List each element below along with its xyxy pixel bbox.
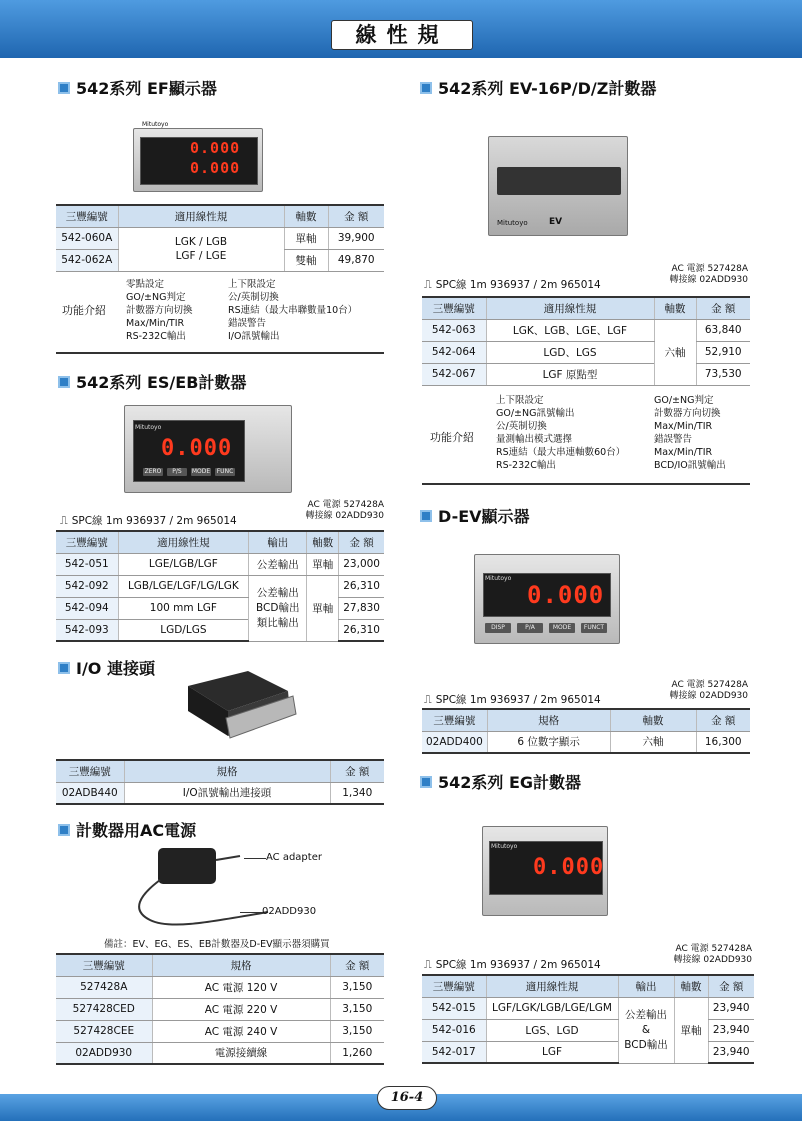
cell-scales: LGE/LGB/LGF	[118, 553, 249, 575]
ev-title-text: 542系列 EV-16P/D/Z計數器	[438, 79, 657, 98]
eseb-section-title	[58, 370, 246, 393]
dev-section-title	[420, 504, 530, 527]
io-connector-image	[168, 666, 300, 748]
cell-code: 02ADD930	[56, 1042, 152, 1064]
device-button: ZERO	[144, 468, 162, 475]
col-header: 規格	[152, 954, 330, 976]
func-item: 上下限設定	[228, 279, 276, 290]
ac-table	[56, 953, 384, 1065]
cell-scales: LGK、LGB、LGE、LGF	[486, 319, 654, 341]
spc-text: SPC線 1m 936937 / 2m 965014	[71, 515, 237, 527]
cell-scales: LGD、LGS	[486, 341, 654, 363]
table-row	[56, 976, 384, 998]
cell-code: 542-062A	[56, 249, 118, 271]
spc-plug-icon: ⎍	[424, 692, 432, 706]
cell-scales: LGD/LGS	[118, 619, 249, 641]
device-button: FUNCT	[581, 623, 607, 633]
cell-scales: LGB/LGE/LGF/LG/LGK	[118, 575, 249, 597]
section-square-icon	[420, 776, 432, 788]
cell-axis: 單軸	[284, 227, 328, 249]
cell-price: 52,910	[696, 341, 750, 363]
func-item: GO/±NG判定	[126, 292, 186, 303]
cell-code: 02ADD400	[422, 731, 487, 753]
func-item: BCD/IO訊號輸出	[654, 460, 726, 471]
func-item: Max/Min/TIR	[126, 318, 185, 329]
func-item: RS連結（最大串聯數量10台）	[228, 305, 358, 316]
cell-code: 542-063	[422, 319, 486, 341]
func-item: 計數器方向切換	[126, 305, 193, 316]
func-col-1	[126, 278, 193, 343]
ac-note: 備註：EV、EG、ES、EB計數器及D-EV顯示器須購買	[104, 939, 330, 950]
ac-line: AC 電源 527428A	[671, 680, 748, 690]
col-header: 適用線性規	[118, 205, 284, 227]
dev-spc-line	[424, 692, 601, 707]
cell-spec: I/O訊號輸出連接頭	[124, 782, 330, 804]
spc-text: SPC線 1m 936937 / 2m 965014	[435, 959, 601, 971]
cell-price: 23,000	[339, 553, 384, 575]
ev-table	[422, 296, 750, 386]
eg-ac-info	[652, 944, 752, 966]
eg-device-image	[482, 826, 608, 916]
section-square-icon	[420, 82, 432, 94]
cell-axis: 六軸	[610, 731, 696, 753]
leader-line	[244, 858, 266, 859]
func-item: 計數器方向切換	[654, 408, 721, 419]
col-header: 金 額	[328, 205, 384, 227]
func-item: GO/±NG訊號輸出	[496, 408, 575, 419]
cell-output: 公差輸出	[249, 553, 307, 575]
col-header: 軸數	[284, 205, 328, 227]
col-header: 金 額	[696, 709, 750, 731]
cell-code: 527428CEE	[56, 1020, 152, 1042]
func-item: 錯誤警告	[654, 434, 693, 445]
ac-adapter-label: AC adapter	[266, 852, 322, 863]
dev-readout: 0.000	[527, 581, 605, 609]
spc-plug-icon: ⎍	[424, 957, 432, 971]
cell-scales: LGK / LGB LGF / LGE	[118, 227, 284, 271]
func-item: RS連結（最大串連軸數60台）	[496, 447, 626, 458]
col-header: 輸出	[249, 531, 307, 553]
func-item: 量測輸出模式選擇	[496, 434, 573, 445]
ef-readout-2: 0.000	[190, 159, 241, 177]
cell-output: 公差輸出 BCD輸出 類比輸出	[249, 575, 307, 641]
col-header: 金 額	[330, 760, 384, 782]
ef-function-box	[56, 272, 384, 354]
table-row	[56, 782, 384, 804]
eseb-spc-line	[60, 513, 237, 528]
table-row	[422, 731, 750, 753]
io-title-text: I/O 連接頭	[76, 659, 155, 678]
cell-spec: AC 電源 220 V	[152, 998, 330, 1020]
table-row	[422, 363, 750, 385]
section-square-icon	[58, 824, 70, 836]
dev-device-image	[474, 554, 620, 644]
eseb-title-text: 542系列 ES/EB計數器	[76, 373, 247, 392]
col-header: 金 額	[708, 975, 754, 997]
ac-line: 轉接線 02ADD930	[669, 275, 748, 285]
ef-table	[56, 204, 384, 272]
cell-price: 16,300	[696, 731, 750, 753]
device-button: P/A	[517, 623, 543, 633]
cell-code: 542-092	[56, 575, 118, 597]
ef-title-text: 542系列 EF顯示器	[76, 79, 217, 98]
cell-spec: AC 電源 120 V	[152, 976, 330, 998]
col-header: 三豐編號	[56, 205, 118, 227]
section-square-icon	[58, 82, 70, 94]
ef-device-image	[133, 121, 263, 192]
spc-plug-icon: ⎍	[60, 513, 68, 527]
ev-function-box	[422, 389, 750, 485]
func-item: RS-232C輸出	[126, 331, 186, 342]
cell-output: 公差輸出 & BCD輸出	[618, 997, 674, 1063]
io-table	[56, 759, 384, 805]
cell-axis: 雙軸	[284, 249, 328, 271]
table-row	[56, 553, 384, 575]
func-label: 功能介紹	[430, 431, 474, 444]
table-row	[56, 1042, 384, 1064]
ac-cable-label: 02ADD930	[262, 906, 317, 917]
eg-brand: Mitutoyo	[491, 843, 518, 850]
dev-ac-info	[652, 680, 748, 702]
cell-code: 527428CED	[56, 998, 152, 1020]
col-header: 軸數	[307, 531, 339, 553]
eseb-readout: 0.000	[161, 436, 233, 461]
eg-table	[422, 974, 754, 1064]
table-row	[422, 341, 750, 363]
ac-line: 轉接線 02ADD930	[673, 955, 752, 965]
ac-line: 轉接線 02ADD930	[305, 511, 384, 521]
func-item: 零點設定	[126, 279, 165, 290]
col-header: 金 額	[339, 531, 384, 553]
col-header: 三豐編號	[56, 954, 152, 976]
func-item: 公/英制切換	[496, 421, 547, 432]
table-row	[56, 227, 384, 249]
col-header: 三豐編號	[56, 760, 124, 782]
ev-device-image	[488, 136, 628, 236]
eseb-device-image	[124, 405, 292, 493]
col-header: 適用線性規	[118, 531, 249, 553]
cell-price: 1,260	[330, 1042, 384, 1064]
cell-axis: 單軸	[307, 575, 339, 641]
func-item: Max/Min/TIR	[654, 421, 713, 432]
section-square-icon	[58, 662, 70, 674]
cell-spec: 6 位數字顯示	[487, 731, 610, 753]
cell-code: 527428A	[56, 976, 152, 998]
device-button: MODE	[549, 623, 575, 633]
io-section-title	[58, 656, 155, 679]
cell-code: 02ADB440	[56, 782, 124, 804]
eg-section-title	[420, 770, 581, 793]
eg-readout: 0.000	[533, 855, 605, 880]
cell-code: 542-067	[422, 363, 486, 385]
cell-spec: AC 電源 240 V	[152, 1020, 330, 1042]
device-button: MODE	[191, 468, 211, 475]
cell-price: 23,940	[708, 1019, 754, 1041]
dev-title-text: D-EV顯示器	[438, 507, 530, 526]
table-row	[422, 319, 750, 341]
ev-connector-row	[497, 167, 621, 195]
cell-code: 542-094	[56, 597, 118, 619]
cell-scales: LGS、LGD	[486, 1019, 618, 1041]
cell-scales: 100 mm LGF	[118, 597, 249, 619]
cell-price: 1,340	[330, 782, 384, 804]
cell-code: 542-051	[56, 553, 118, 575]
col-header: 軸數	[610, 709, 696, 731]
func-item: I/O訊號輸出	[228, 331, 280, 342]
ac-section-title	[58, 818, 196, 841]
func-item: 上下限設定	[496, 395, 544, 406]
cell-price: 26,310	[339, 575, 384, 597]
cell-code: 542-093	[56, 619, 118, 641]
cell-price: 26,310	[339, 619, 384, 641]
col-header: 三豐編號	[422, 297, 486, 319]
leader-line	[240, 912, 262, 913]
ev-section-title	[420, 76, 656, 99]
table-row	[56, 1020, 384, 1042]
table-row	[56, 998, 384, 1020]
ef-brand: Mitutoyo	[142, 121, 169, 128]
func-item: Max/Min/TIR	[654, 447, 713, 458]
func-item: 公/英制切換	[228, 292, 279, 303]
func-col-2	[654, 394, 726, 472]
cell-code: 542-017	[422, 1041, 486, 1063]
cell-axis: 單軸	[674, 997, 708, 1063]
cell-axis: 單軸	[307, 553, 339, 575]
ev-brand: Mitutoyo	[497, 219, 528, 227]
col-header: 適用線性規	[486, 297, 654, 319]
col-header: 適用線性規	[486, 975, 618, 997]
col-header: 規格	[487, 709, 610, 731]
cell-scales: LGF 原點型	[486, 363, 654, 385]
device-button: P/S	[167, 468, 187, 476]
section-square-icon	[58, 376, 70, 388]
ac-adapter-image	[120, 840, 270, 928]
dev-table	[422, 708, 750, 754]
cell-code: 542-016	[422, 1019, 486, 1041]
cell-price: 3,150	[330, 976, 384, 998]
col-header: 金 額	[330, 954, 384, 976]
cell-price: 49,870	[328, 249, 384, 271]
ac-title-text: 計數器用AC電源	[76, 821, 197, 840]
eg-title-text: 542系列 EG計數器	[438, 773, 582, 792]
dev-brand: Mitutoyo	[485, 575, 512, 582]
cell-scales: LGF	[486, 1041, 618, 1063]
func-label: 功能介紹	[62, 304, 106, 317]
ef-readout-1: 0.000	[190, 139, 241, 157]
ac-line: AC 電源 527428A	[675, 944, 752, 954]
table-row	[56, 575, 384, 597]
ev-spc-line	[424, 277, 601, 292]
ac-line: AC 電源 527428A	[307, 500, 384, 510]
table-row	[422, 997, 754, 1019]
section-square-icon	[420, 510, 432, 522]
col-header: 輸出	[618, 975, 674, 997]
ev-model: EV	[549, 217, 563, 227]
device-button: FUNC	[216, 468, 234, 475]
spc-plug-icon: ⎍	[424, 277, 432, 291]
cell-axis: 六軸	[654, 319, 696, 385]
cell-scales: LGF/LGK/LGB/LGE/LGM	[486, 997, 618, 1019]
ev-ac-info	[652, 264, 748, 286]
cell-price: 27,830	[339, 597, 384, 619]
cell-price: 73,530	[696, 363, 750, 385]
cell-price: 23,940	[708, 1041, 754, 1063]
cell-price: 3,150	[330, 998, 384, 1020]
page-title: 線性規	[331, 20, 473, 50]
cell-price: 23,940	[708, 997, 754, 1019]
cell-price: 3,150	[330, 1020, 384, 1042]
col-header: 三豐編號	[422, 709, 487, 731]
cell-code: 542-015	[422, 997, 486, 1019]
cell-price: 63,840	[696, 319, 750, 341]
ef-section-title	[58, 76, 217, 99]
device-button: DISP	[485, 623, 511, 633]
func-col-2	[228, 278, 357, 343]
col-header: 三豐編號	[422, 975, 486, 997]
eseb-ac-info	[290, 500, 384, 522]
col-header: 軸數	[654, 297, 696, 319]
col-header: 規格	[124, 760, 330, 782]
eseb-brand: Mitutoyo	[135, 424, 162, 431]
ac-line: 轉接線 02ADD930	[669, 691, 748, 701]
func-item: RS-232C輸出	[496, 460, 556, 471]
spc-text: SPC線 1m 936937 / 2m 965014	[435, 279, 601, 291]
cell-spec: 電源接續線	[152, 1042, 330, 1064]
col-header: 三豐編號	[56, 531, 118, 553]
cell-price: 39,900	[328, 227, 384, 249]
cell-code: 542-060A	[56, 227, 118, 249]
spc-text: SPC線 1m 936937 / 2m 965014	[435, 694, 601, 706]
ac-line: AC 電源 527428A	[671, 264, 748, 274]
col-header: 金 額	[696, 297, 750, 319]
eg-spc-line	[424, 957, 601, 972]
func-item: 錯誤警告	[228, 318, 267, 329]
col-header: 軸數	[674, 975, 708, 997]
func-col-1	[496, 394, 625, 472]
page-number: 16-4	[377, 1086, 437, 1110]
eseb-table	[56, 530, 384, 642]
func-item: GO/±NG判定	[654, 395, 714, 406]
cell-code: 542-064	[422, 341, 486, 363]
